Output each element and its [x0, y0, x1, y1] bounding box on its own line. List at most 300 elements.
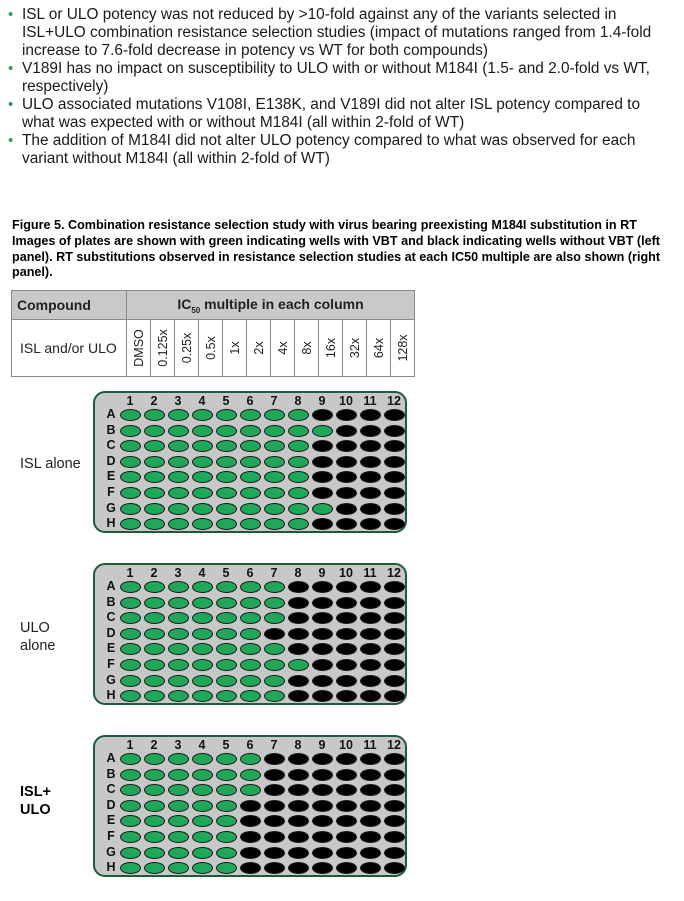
bullet-icon: • — [8, 96, 14, 113]
well-green — [264, 409, 285, 421]
well-green — [192, 643, 213, 655]
column-multiple-label: 4x — [275, 341, 290, 355]
well-green — [216, 425, 237, 437]
plate-column-number: 7 — [270, 738, 278, 752]
well-green — [216, 800, 237, 812]
well-green — [216, 518, 237, 530]
well-black — [360, 487, 381, 499]
plate-row-letter: B — [106, 594, 116, 609]
multiple-header: $IC_{50}$ multiple in each column — [127, 291, 415, 320]
well-green — [120, 471, 141, 483]
well-black — [384, 518, 405, 530]
well-green — [192, 581, 213, 593]
well-green — [264, 440, 285, 452]
well-green — [192, 675, 213, 687]
well-black — [264, 753, 285, 765]
well-black — [264, 784, 285, 796]
well-green — [288, 440, 309, 452]
well-green — [216, 753, 237, 765]
well-black — [336, 503, 357, 515]
plate-row-letter: E — [106, 641, 116, 656]
well-green — [264, 659, 285, 671]
well-green — [168, 425, 189, 437]
well-black — [312, 440, 333, 452]
plate-label-ulo: ULO alone — [20, 620, 56, 654]
well-green — [216, 440, 237, 452]
plate-column-number: 12 — [387, 394, 401, 408]
well-black — [360, 643, 381, 655]
well-black — [384, 862, 405, 874]
well-black — [360, 800, 381, 812]
plate-row-letter: E — [106, 813, 116, 828]
well-black — [336, 659, 357, 671]
well-black — [288, 597, 309, 609]
well-black — [384, 628, 405, 640]
plate-column-number: 11 — [363, 566, 377, 580]
well-green — [192, 456, 213, 468]
plate-column-number: 11 — [363, 738, 377, 752]
well-black — [312, 456, 333, 468]
well-green — [216, 643, 237, 655]
well-green — [216, 471, 237, 483]
well-black — [384, 847, 405, 859]
well-green — [168, 643, 189, 655]
well-black — [264, 831, 285, 843]
well-black — [288, 628, 309, 640]
well-green — [120, 769, 141, 781]
well-black — [336, 597, 357, 609]
well-green — [288, 503, 309, 515]
well-black — [336, 487, 357, 499]
well-black — [360, 628, 381, 640]
well-green — [264, 581, 285, 593]
column-multiple-label: 0.125x — [155, 329, 170, 367]
plate-row-letter: H — [106, 688, 116, 703]
well-green — [240, 440, 261, 452]
well-green — [192, 847, 213, 859]
plate-row-letter: D — [106, 453, 116, 468]
plate-row-letter: H — [106, 860, 116, 875]
plate-row-letter: A — [106, 751, 116, 765]
well-black — [312, 659, 333, 671]
well-green — [120, 862, 141, 874]
well-green — [216, 784, 237, 796]
well-black — [312, 612, 333, 624]
well-black — [312, 815, 333, 827]
column-multiple-label: 128x — [395, 334, 410, 362]
well-green — [192, 409, 213, 421]
well-black — [312, 518, 333, 530]
well-green — [120, 487, 141, 499]
well-green — [264, 487, 285, 499]
well-green — [264, 518, 285, 530]
well-black — [336, 769, 357, 781]
well-black — [360, 815, 381, 827]
well-green — [288, 456, 309, 468]
well-black — [312, 487, 333, 499]
finding-2: • V189I has no impact on susceptibility to ULO with or without M184I (1.5- and 2.0-fold vs WT, respectively) — [8, 60, 650, 95]
plate-column-number: 5 — [222, 738, 230, 752]
well-green — [144, 675, 165, 687]
well-green — [192, 597, 213, 609]
well-black — [336, 753, 357, 765]
well-green — [240, 503, 261, 515]
well-green — [120, 753, 141, 765]
column-multiple-label: 16x — [323, 337, 338, 359]
well-green — [168, 847, 189, 859]
well-black — [288, 784, 309, 796]
plate-column-number: 1 — [126, 738, 134, 752]
well-black — [312, 597, 333, 609]
plate-column-number: 10 — [339, 738, 353, 752]
well-green — [168, 440, 189, 452]
well-black — [384, 612, 405, 624]
well-black — [360, 456, 381, 468]
well-green — [264, 425, 285, 437]
compound-header: Compound — [12, 291, 127, 320]
plate-column-number: 1 — [126, 566, 134, 580]
well-green — [144, 643, 165, 655]
well-green — [192, 440, 213, 452]
well-green — [168, 753, 189, 765]
well-green — [192, 769, 213, 781]
well-black — [384, 581, 405, 593]
plate-column-number: 12 — [387, 566, 401, 580]
well-green — [240, 425, 261, 437]
column-multiple-4 — [223, 320, 247, 377]
well-green — [264, 456, 285, 468]
well-black — [384, 831, 405, 843]
well-black — [312, 784, 333, 796]
well-green — [264, 503, 285, 515]
plate-row-letter: H — [106, 516, 116, 531]
column-multiple-6 — [271, 320, 295, 377]
plate-row-letter: B — [106, 422, 116, 437]
well-black — [384, 425, 405, 437]
plate-column-number: 9 — [318, 738, 326, 752]
column-multiple-11 — [391, 320, 415, 377]
well-black — [336, 425, 357, 437]
column-multiple-label: 0.25x — [179, 332, 194, 364]
well-black — [312, 628, 333, 640]
well-green — [168, 409, 189, 421]
well-green — [216, 862, 237, 874]
plate-column-number: 9 — [318, 566, 326, 580]
well-green — [240, 690, 261, 702]
well-green — [120, 581, 141, 593]
well-black — [384, 753, 405, 765]
well-green — [192, 503, 213, 515]
well-green — [240, 628, 261, 640]
well-black — [360, 612, 381, 624]
well-green — [240, 409, 261, 421]
well-green — [168, 675, 189, 687]
well-green — [144, 815, 165, 827]
well-black — [384, 675, 405, 687]
well-black — [312, 769, 333, 781]
column-multiple-2 — [175, 320, 199, 377]
plate-column-number: 3 — [174, 394, 182, 408]
well-green — [120, 675, 141, 687]
well-black — [288, 690, 309, 702]
well-green — [192, 800, 213, 812]
well-black — [312, 675, 333, 687]
well-green — [192, 425, 213, 437]
well-green — [216, 769, 237, 781]
plate-row-letter: F — [107, 657, 115, 671]
well-black — [240, 862, 261, 874]
plate-column-number: 7 — [270, 566, 278, 580]
bullet-icon: • — [8, 6, 14, 23]
well-black — [312, 800, 333, 812]
plate-row-letter: C — [106, 610, 116, 625]
finding-3: • ULO associated mutations V108I, E138K, and V189I did not alter ISL potency compared to what was expected with or without M184I (all within 2-fold of WT) — [8, 96, 640, 131]
well-green — [216, 815, 237, 827]
well-green — [216, 409, 237, 421]
well-green — [168, 518, 189, 530]
well-black — [360, 659, 381, 671]
well-green — [144, 503, 165, 515]
key-findings-list — [6, 6, 676, 168]
well-green — [168, 690, 189, 702]
well-green — [120, 659, 141, 671]
well-black — [336, 471, 357, 483]
plate-row-letter: G — [106, 844, 116, 859]
well-black — [384, 690, 405, 702]
column-multiple-label: DMSO — [131, 329, 146, 367]
well-black — [312, 847, 333, 859]
well-black — [264, 862, 285, 874]
well-green — [240, 769, 261, 781]
plate-column-number: 7 — [270, 394, 278, 408]
well-green — [120, 628, 141, 640]
well-green — [216, 847, 237, 859]
plate-column-number: 10 — [339, 566, 353, 580]
well-green — [168, 597, 189, 609]
well-black — [288, 612, 309, 624]
well-green — [264, 597, 285, 609]
well-black — [384, 440, 405, 452]
plate-row-letter: F — [107, 485, 115, 499]
well-green — [144, 831, 165, 843]
plate-column-number: 8 — [294, 566, 302, 580]
well-green — [120, 503, 141, 515]
column-multiple-8 — [319, 320, 343, 377]
well-green — [192, 518, 213, 530]
well-black — [288, 643, 309, 655]
well-black — [360, 503, 381, 515]
plate-row-letter: E — [106, 469, 116, 484]
well-black — [384, 409, 405, 421]
well-green — [168, 769, 189, 781]
well-black — [360, 831, 381, 843]
well-black — [360, 597, 381, 609]
well-green — [192, 831, 213, 843]
well-green — [168, 659, 189, 671]
well-black — [384, 471, 405, 483]
well-green — [120, 847, 141, 859]
well-green — [240, 612, 261, 624]
well-black — [384, 784, 405, 796]
well-black — [384, 769, 405, 781]
well-green — [144, 800, 165, 812]
well-black — [336, 831, 357, 843]
well-green — [216, 612, 237, 624]
well-black — [264, 800, 285, 812]
well-green — [144, 440, 165, 452]
well-black — [384, 815, 405, 827]
well-green — [168, 862, 189, 874]
column-multiple-7 — [295, 320, 319, 377]
well-black — [360, 862, 381, 874]
well-green — [264, 690, 285, 702]
well-black — [264, 628, 285, 640]
well-black — [288, 862, 309, 874]
well-green — [192, 612, 213, 624]
well-black — [240, 831, 261, 843]
plate-column-number: 2 — [150, 394, 158, 408]
well-black — [336, 628, 357, 640]
plate-column-number: 4 — [198, 566, 206, 580]
well-green — [264, 643, 285, 655]
well-green — [144, 753, 165, 765]
well-green — [120, 425, 141, 437]
bullet-icon: • — [8, 132, 14, 149]
well-black — [360, 409, 381, 421]
plate-column-number: 6 — [246, 394, 254, 408]
well-green — [144, 690, 165, 702]
well-green — [168, 831, 189, 843]
plate-isl-alone — [93, 391, 407, 533]
well-black — [288, 753, 309, 765]
well-black — [384, 456, 405, 468]
well-black — [312, 409, 333, 421]
well-green — [120, 612, 141, 624]
well-green — [144, 769, 165, 781]
well-green — [120, 784, 141, 796]
well-green — [120, 518, 141, 530]
well-green — [192, 815, 213, 827]
well-green — [144, 659, 165, 671]
well-green — [144, 409, 165, 421]
plate-column-number: 4 — [198, 394, 206, 408]
well-green — [120, 815, 141, 827]
plate-label-isl: ISL alone — [20, 456, 81, 472]
well-black — [336, 847, 357, 859]
well-black — [384, 800, 405, 812]
plate-column-number: 10 — [339, 394, 353, 408]
plate-column-number: 6 — [246, 738, 254, 752]
well-black — [360, 753, 381, 765]
well-green — [216, 503, 237, 515]
bullet-icon: • — [8, 60, 14, 77]
well-green — [144, 847, 165, 859]
well-black — [384, 643, 405, 655]
well-green — [168, 487, 189, 499]
compound-row-label: ISL and/or ULO — [12, 320, 127, 377]
well-green — [120, 831, 141, 843]
well-black — [288, 769, 309, 781]
well-green — [168, 456, 189, 468]
well-black — [336, 409, 357, 421]
well-green — [168, 628, 189, 640]
well-green — [192, 690, 213, 702]
well-green — [216, 581, 237, 593]
well-black — [264, 769, 285, 781]
well-black — [384, 503, 405, 515]
well-green — [240, 659, 261, 671]
well-black — [384, 597, 405, 609]
well-green — [120, 409, 141, 421]
well-green — [144, 597, 165, 609]
well-green — [288, 518, 309, 530]
plate-column-number: 5 — [222, 566, 230, 580]
well-green — [216, 487, 237, 499]
compound-table — [11, 290, 415, 377]
well-black — [264, 815, 285, 827]
well-green — [120, 643, 141, 655]
well-green — [216, 628, 237, 640]
well-black — [360, 847, 381, 859]
well-black — [336, 690, 357, 702]
column-multiple-label: 8x — [299, 341, 314, 355]
plate-row-letter: F — [107, 829, 115, 843]
well-green — [192, 487, 213, 499]
well-green — [312, 425, 333, 437]
well-green — [192, 784, 213, 796]
well-black — [312, 581, 333, 593]
plate-column-number: 5 — [222, 394, 230, 408]
well-black — [288, 815, 309, 827]
well-black — [360, 675, 381, 687]
plate-row-letter: C — [106, 782, 116, 797]
well-green — [120, 456, 141, 468]
well-green — [120, 800, 141, 812]
well-green — [216, 675, 237, 687]
column-multiple-0 — [127, 320, 151, 377]
plate-row-letter: C — [106, 438, 116, 453]
well-black — [336, 456, 357, 468]
well-green — [168, 800, 189, 812]
well-black — [312, 831, 333, 843]
well-black — [288, 831, 309, 843]
column-multiple-label: 32x — [347, 337, 362, 359]
well-green — [144, 471, 165, 483]
well-black — [288, 800, 309, 812]
plate-column-number: 12 — [387, 738, 401, 752]
well-green — [240, 581, 261, 593]
well-green — [192, 862, 213, 874]
well-green — [144, 425, 165, 437]
plate-column-number: 1 — [126, 394, 134, 408]
well-black — [336, 784, 357, 796]
well-black — [360, 425, 381, 437]
well-black — [312, 690, 333, 702]
well-green — [240, 597, 261, 609]
well-green — [192, 659, 213, 671]
well-green — [216, 831, 237, 843]
well-green — [312, 503, 333, 515]
well-black — [240, 800, 261, 812]
well-green — [168, 784, 189, 796]
well-black — [384, 659, 405, 671]
well-black — [336, 862, 357, 874]
well-green — [144, 628, 165, 640]
finding-4: • The addition of M184I did not alter ULO potency compared to what was observed for each variant without M184I (all within 2-fold of WT) — [8, 132, 636, 167]
well-black — [288, 581, 309, 593]
well-green — [288, 487, 309, 499]
well-black — [336, 675, 357, 687]
